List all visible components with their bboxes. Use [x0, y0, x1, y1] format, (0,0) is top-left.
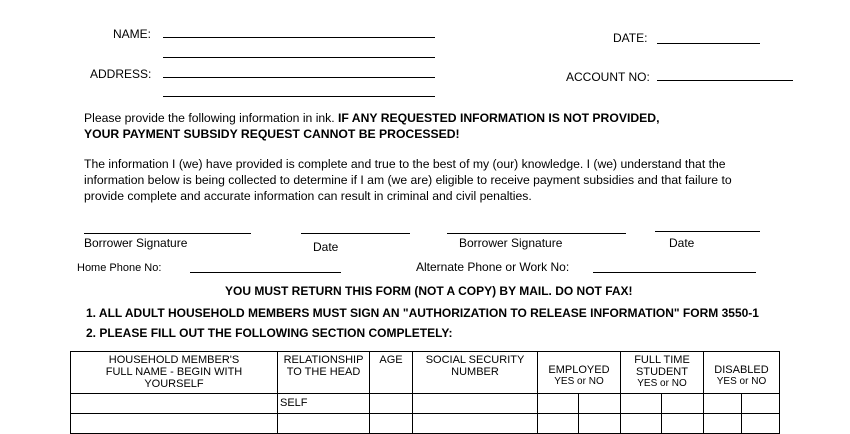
instructions-text — [84, 110, 659, 142]
cell-student-yes[interactable] — [621, 414, 662, 434]
cell-student-no[interactable] — [662, 414, 704, 434]
cell-employed-no[interactable] — [579, 394, 621, 414]
cell-disabled-no[interactable] — [742, 414, 780, 434]
date-1-label: Date — [313, 240, 339, 254]
table-header-row — [71, 352, 780, 394]
col-header-disabled: DISABLED YES or NO — [704, 352, 780, 394]
cell-disabled-yes[interactable] — [704, 414, 742, 434]
notice-item-2: 2. PLEASE FILL OUT THE FOLLOWING SECTION COMPLETELY: — [86, 326, 453, 340]
address-label: ADDRESS: — [90, 67, 152, 81]
cell-relationship[interactable]: SELF — [278, 394, 370, 414]
cell-disabled-yes[interactable] — [704, 394, 742, 414]
cell-student-yes[interactable] — [621, 394, 662, 414]
cell-employed-yes[interactable] — [538, 394, 579, 414]
borrower-signature-2-label: Borrower Signature — [459, 236, 563, 250]
col-header-ssn: SOCIAL SECURITY NUMBER — [413, 352, 538, 394]
instructions-warning-line2: YOUR PAYMENT SUBSIDY REQUEST CANNOT BE PROCESSED! — [84, 127, 460, 141]
account-label: ACCOUNT NO: — [566, 70, 650, 84]
col-header-name: HOUSEHOLD MEMBER'S FULL NAME - BEGIN WITH YOURSELF — [71, 352, 278, 394]
cell-ssn[interactable] — [413, 394, 538, 414]
cell-age[interactable] — [370, 414, 413, 434]
cell-disabled-no[interactable] — [742, 394, 780, 414]
instructions-line1: Please provide the following information in ink. — [84, 111, 339, 125]
address-field[interactable] — [163, 77, 435, 78]
table-row — [71, 394, 780, 414]
name-field-line2[interactable] — [163, 57, 435, 58]
cell-ssn[interactable] — [413, 414, 538, 434]
col-header-relationship: RELATIONSHIP TO THE HEAD — [278, 352, 370, 394]
alt-phone-field[interactable] — [593, 272, 756, 273]
certification-text — [84, 156, 732, 204]
table-row — [71, 414, 780, 434]
address-field-line2[interactable] — [163, 96, 435, 97]
date-1-line[interactable] — [301, 233, 410, 234]
certification-line2: information below is being collected to determine if I am (we are) eligible to receive payment subsidies and that failure to — [84, 173, 732, 187]
cell-name[interactable] — [71, 394, 278, 414]
instructions-warning: IF ANY REQUESTED INFORMATION IS NOT PROVIDED, — [338, 111, 660, 125]
cell-name[interactable] — [71, 414, 278, 434]
date-2-label: Date — [669, 236, 695, 250]
col-header-full-time-student: FULL TIME STUDENT YES or NO — [621, 352, 704, 394]
date-2-line[interactable] — [655, 231, 760, 232]
name-label: NAME: — [113, 27, 152, 41]
notice-item-1: 1. ALL ADULT HOUSEHOLD MEMBERS MUST SIGN AN "AUTHORIZATION TO RELEASE INFORMATION" FORM 3550-1 — [86, 306, 759, 320]
cell-employed-no[interactable] — [579, 414, 621, 434]
col-header-employed: EMPLOYED YES or NO — [538, 352, 621, 394]
date-field[interactable] — [657, 43, 760, 44]
certification-line1: The information I (we) have provided is complete and true to the best of my (our) knowledge. I (we) understand that the — [84, 157, 726, 171]
col-header-age: AGE — [370, 352, 413, 394]
borrower-signature-1-line[interactable] — [84, 233, 251, 234]
account-field[interactable] — [657, 80, 793, 81]
home-phone-field[interactable] — [190, 272, 341, 273]
home-phone-label: Home Phone No: — [77, 262, 162, 274]
cell-student-no[interactable] — [662, 394, 704, 414]
alt-phone-label: Alternate Phone or Work No: — [416, 260, 570, 274]
household-table — [70, 351, 780, 434]
certification-line3: provide complete and accurate information can result in criminal and civil penalties. — [84, 189, 532, 203]
name-field[interactable] — [163, 37, 435, 38]
cell-relationship[interactable] — [278, 414, 370, 434]
must-return-notice: YOU MUST RETURN THIS FORM (NOT A COPY) BY MAIL. DO NOT FAX! — [225, 284, 633, 298]
date-label: DATE: — [613, 31, 648, 45]
cell-employed-yes[interactable] — [538, 414, 579, 434]
cell-age[interactable] — [370, 394, 413, 414]
borrower-signature-1-label: Borrower Signature — [84, 236, 188, 250]
borrower-signature-2-line[interactable] — [447, 233, 626, 234]
